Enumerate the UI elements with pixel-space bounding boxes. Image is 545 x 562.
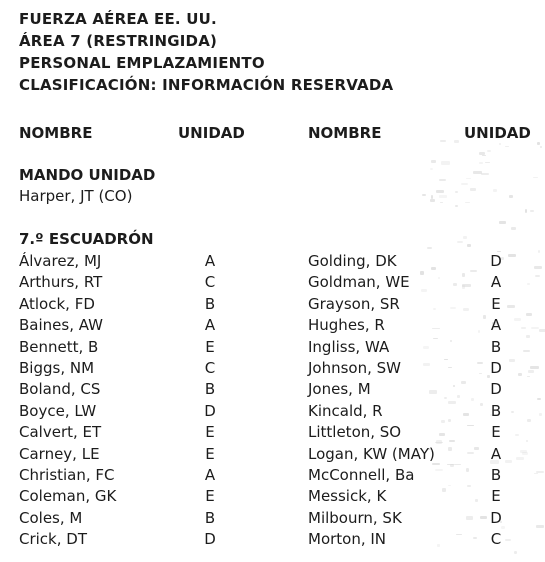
texture-speckle — [466, 516, 473, 520]
texture-speckle — [526, 440, 528, 442]
roster-unit-right: D — [490, 252, 502, 270]
texture-speckle — [436, 190, 444, 193]
roster-unit-left: B — [204, 295, 216, 313]
texture-speckle — [448, 447, 452, 451]
texture-speckle — [526, 313, 531, 316]
texture-speckle — [423, 346, 428, 349]
roster-name-right: Littleton, SO — [308, 423, 402, 441]
document-title: FUERZA AÉREA EE. UU. — [19, 10, 217, 28]
texture-speckle — [479, 162, 483, 164]
texture-speckle — [536, 525, 544, 528]
document-subtitle: PERSONAL EMPLAZAMIENTO — [19, 54, 265, 72]
texture-speckle — [440, 140, 446, 141]
texture-speckle — [475, 499, 478, 501]
texture-speckle — [457, 395, 459, 398]
roster-unit-left: D — [204, 530, 216, 548]
texture-speckle — [470, 270, 478, 272]
texture-speckle — [450, 307, 456, 309]
texture-speckle — [521, 327, 526, 329]
texture-speckle — [439, 433, 446, 436]
roster-name-left: Crick, DT — [19, 530, 87, 548]
texture-speckle — [474, 447, 478, 451]
texture-speckle — [461, 183, 468, 185]
roster-name-left: Coles, M — [19, 509, 83, 527]
roster-unit-left: E — [205, 445, 215, 463]
texture-speckle — [432, 328, 439, 329]
roster-unit-left: E — [205, 487, 215, 505]
texture-speckle — [527, 283, 531, 285]
texture-speckle — [448, 419, 451, 422]
texture-speckle — [453, 385, 455, 387]
roster-unit-right: A — [490, 273, 502, 291]
texture-speckle — [453, 283, 457, 286]
texture-speckle — [516, 457, 524, 460]
texture-speckle — [463, 308, 470, 312]
texture-speckle — [423, 363, 431, 367]
texture-speckle — [534, 473, 539, 474]
roster-unit-left: B — [204, 380, 216, 398]
texture-speckle — [444, 397, 447, 399]
texture-speckle — [478, 330, 480, 333]
texture-speckle — [435, 469, 443, 471]
texture-speckle — [528, 370, 534, 373]
section-title-squadron: 7.º ESCUADRÓN — [19, 230, 154, 248]
texture-speckle — [433, 338, 438, 339]
texture-speckle — [448, 401, 456, 405]
roster-name-left: Christian, FC — [19, 466, 115, 484]
texture-speckle — [539, 413, 542, 416]
document-area: ÁREA 7 (RESTRINGIDA) — [19, 32, 218, 50]
texture-speckle — [467, 244, 471, 248]
roster-unit-right: C — [490, 530, 502, 548]
roster-name-left: Biggs, NM — [19, 359, 95, 377]
roster-unit-right: D — [490, 380, 502, 398]
texture-speckle — [429, 390, 437, 394]
texture-speckle — [507, 305, 515, 308]
document-classification: CLASIFICACIÓN: INFORMACIÓN RESERVADA — [19, 76, 394, 94]
texture-speckle — [450, 340, 452, 341]
texture-speckle — [431, 267, 436, 270]
roster-name-right: Messick, K — [308, 487, 387, 505]
roster-unit-left: C — [204, 273, 216, 291]
texture-speckle — [463, 236, 467, 239]
texture-speckle — [436, 440, 442, 444]
texture-speckle — [463, 413, 469, 416]
roster-unit-right: E — [491, 423, 501, 441]
roster-name-left: Boyce, LW — [19, 402, 97, 420]
texture-speckle — [441, 161, 450, 165]
roster-unit-right: B — [490, 338, 502, 356]
texture-speckle — [465, 202, 470, 204]
texture-speckle — [448, 485, 451, 486]
texture-speckle — [455, 191, 458, 193]
texture-speckle — [454, 140, 459, 143]
roster-name-left: Carney, LE — [19, 445, 100, 463]
texture-speckle — [508, 254, 517, 257]
texture-speckle — [534, 266, 542, 269]
roster-name-left: Coleman, GK — [19, 487, 117, 505]
texture-speckle — [471, 398, 475, 400]
roster-unit-right: A — [490, 445, 502, 463]
texture-speckle — [499, 221, 507, 224]
roster-name-right: Milbourn, SK — [308, 509, 402, 527]
roster-unit-left: D — [204, 402, 216, 420]
texture-speckle — [477, 362, 484, 363]
roster-name-right: Johnson, SW — [308, 359, 402, 377]
texture-speckle — [441, 420, 445, 423]
section-title-command: MANDO UNIDAD — [19, 166, 156, 184]
texture-speckle — [457, 241, 463, 244]
texture-speckle — [527, 376, 530, 377]
texture-speckle — [537, 398, 541, 400]
texture-speckle — [511, 227, 515, 230]
command-member: Harper, JT (CO) — [19, 187, 133, 205]
texture-speckle — [433, 308, 437, 310]
texture-speckle — [518, 373, 522, 376]
roster-name-right: Grayson, SR — [308, 295, 400, 313]
texture-speckle — [440, 202, 443, 204]
texture-speckle — [448, 367, 452, 368]
texture-speckle — [539, 329, 545, 332]
texture-speckle — [531, 327, 539, 329]
roster-name-right: McConnell, Ba — [308, 466, 415, 484]
texture-speckle — [442, 488, 446, 491]
texture-speckle — [535, 275, 540, 277]
texture-speckle — [444, 359, 448, 360]
texture-speckle — [430, 199, 435, 203]
texture-speckle — [527, 419, 532, 422]
roster-name-left: Boland, CS — [19, 380, 101, 398]
texture-speckle — [485, 162, 490, 163]
texture-speckle — [505, 460, 512, 463]
column-header-name-right: NOMBRE — [308, 124, 382, 142]
roster-name-right: Ingliss, WA — [308, 338, 390, 356]
texture-speckle — [461, 381, 465, 385]
texture-speckle — [526, 335, 530, 338]
texture-speckle — [431, 160, 436, 163]
texture-speckle — [439, 195, 447, 198]
texture-speckle — [509, 195, 513, 198]
roster-name-right: Hughes, R — [308, 316, 385, 334]
roster-name-right: Logan, KW (MAY) — [308, 445, 435, 463]
texture-speckle — [439, 179, 445, 181]
texture-speckle — [505, 539, 511, 541]
column-header-unit-left: UNIDAD — [178, 124, 245, 142]
texture-speckle — [473, 171, 482, 174]
roster-name-right: Kincald, R — [308, 402, 383, 420]
roster-name-right: Morton, IN — [308, 530, 387, 548]
column-header-name-left: NOMBRE — [19, 124, 93, 142]
texture-speckle — [422, 194, 426, 197]
roster-unit-right: E — [491, 487, 501, 505]
roster-unit-left: E — [205, 423, 215, 441]
roster-name-left: Baines, AW — [19, 316, 104, 334]
texture-speckle — [420, 271, 424, 274]
texture-speckle — [430, 168, 433, 170]
roster-unit-right: E — [491, 295, 501, 313]
texture-speckle — [479, 152, 485, 155]
texture-speckle — [515, 434, 519, 437]
texture-speckle — [462, 273, 465, 277]
texture-speckle — [523, 350, 531, 352]
texture-speckle — [481, 173, 489, 176]
texture-speckle — [514, 318, 521, 321]
texture-speckle — [525, 209, 527, 213]
texture-speckle — [530, 366, 539, 369]
texture-speckle — [479, 373, 482, 375]
texture-speckle — [536, 471, 545, 473]
texture-speckle — [466, 178, 472, 180]
roster-unit-right: B — [490, 466, 502, 484]
texture-speckle — [533, 177, 537, 178]
roster-unit-left: B — [204, 509, 216, 527]
roster-unit-right: A — [490, 316, 502, 334]
texture-speckle — [538, 250, 540, 253]
roster-unit-left: A — [204, 316, 216, 334]
texture-speckle — [520, 450, 527, 453]
roster-name-right: Goldman, WE — [308, 273, 410, 291]
roster-name-right: Golding, DK — [308, 252, 397, 270]
texture-speckle — [427, 247, 432, 250]
texture-speckle — [438, 277, 441, 279]
roster-name-left: Bennett, B — [19, 338, 99, 356]
roster-name-left: Álvarez, MJ — [19, 252, 102, 270]
texture-speckle — [456, 534, 462, 535]
roster-unit-right: D — [490, 509, 502, 527]
texture-speckle — [467, 452, 474, 455]
texture-speckle — [470, 188, 476, 191]
texture-speckle — [511, 411, 514, 413]
roster-name-left: Arthurs, RT — [19, 273, 103, 291]
roster-name-left: Calvert, ET — [19, 423, 102, 441]
texture-speckle — [540, 146, 542, 148]
texture-speckle — [455, 205, 458, 207]
texture-speckle — [421, 289, 427, 291]
roster-name-left: Atlock, FD — [19, 295, 95, 313]
texture-speckle — [487, 150, 491, 152]
texture-speckle — [462, 284, 471, 287]
texture-speckle — [537, 142, 540, 145]
texture-speckle — [473, 537, 476, 539]
texture-speckle — [480, 403, 483, 407]
texture-speckle — [530, 210, 533, 213]
texture-speckle — [499, 143, 501, 145]
texture-speckle — [454, 464, 461, 465]
texture-speckle — [467, 485, 470, 487]
roster-unit-right: B — [490, 402, 502, 420]
texture-speckle — [509, 359, 515, 362]
texture-speckle — [493, 189, 497, 191]
roster-unit-right: D — [490, 359, 502, 377]
texture-speckle — [437, 544, 440, 547]
roster-name-right: Jones, M — [308, 380, 371, 398]
roster-unit-left: A — [204, 252, 216, 270]
column-header-unit-right: UNIDAD — [464, 124, 531, 142]
texture-speckle — [467, 425, 474, 427]
texture-speckle — [505, 146, 509, 147]
texture-speckle — [466, 468, 469, 471]
roster-unit-left: E — [205, 338, 215, 356]
roster-unit-left: C — [204, 359, 216, 377]
roster-unit-left: A — [204, 466, 216, 484]
texture-speckle — [449, 440, 455, 442]
texture-speckle — [514, 551, 517, 553]
